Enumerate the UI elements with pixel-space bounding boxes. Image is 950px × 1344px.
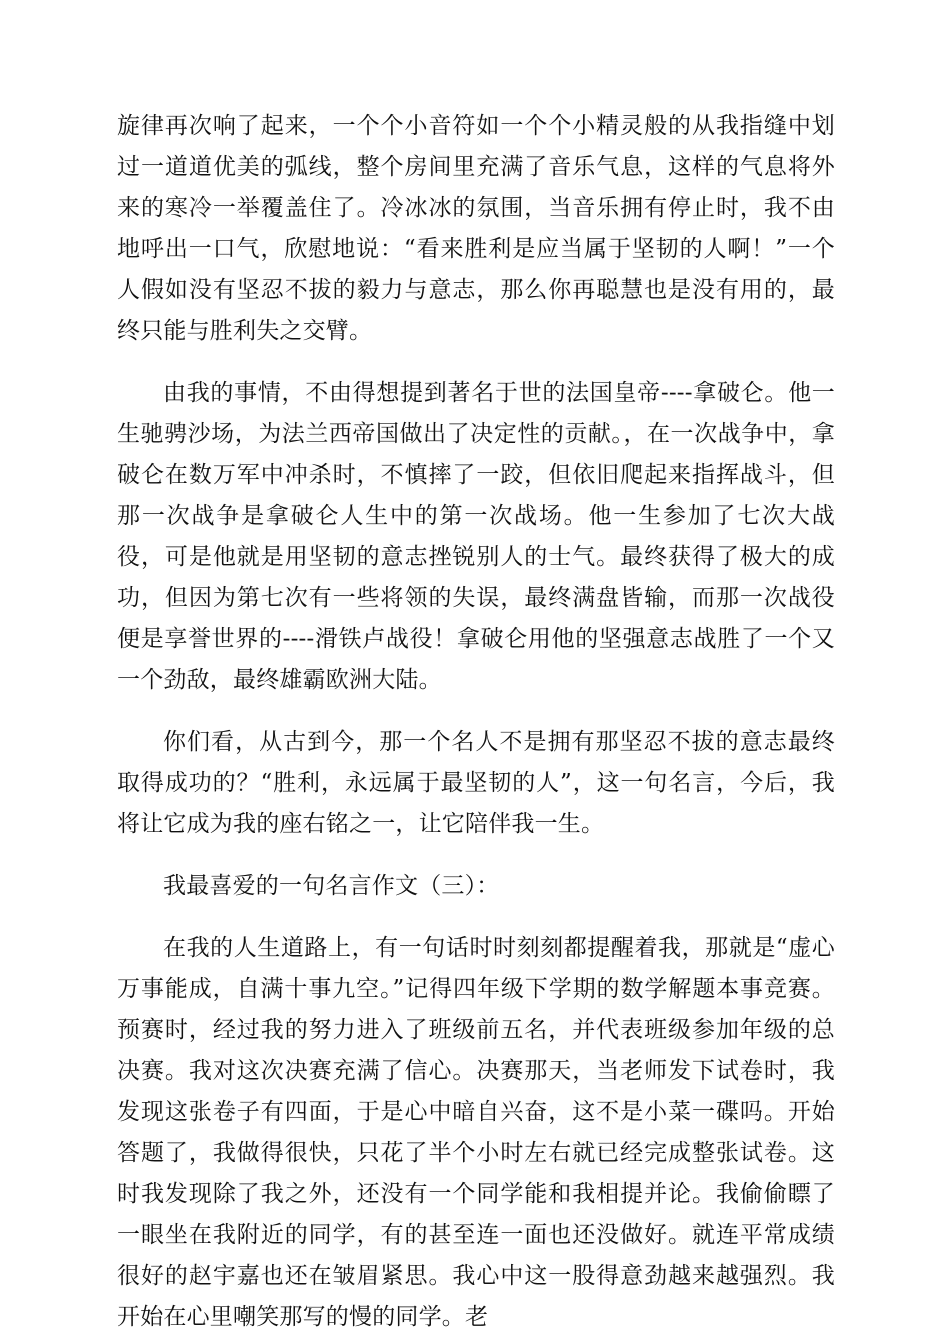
paragraph-3: 你们看，从古到今，那一个名人不是拥有那坚忍不拔的意志最终取得成功的？“胜利，永远属于最坚韧的人”，这一句名言，今后，我将让它成为我的座右铭之一，让它陪伴我一生。 bbox=[117, 729, 835, 837]
paragraph-5: 在我的人生道路上，有一句话时时刻刻都提醒着我，那就是“虚心万事能成，自满十事九空。”记得四年级下学期的数学解题本事竞赛。预赛时，经过我的努力进入了班级前五名，并代表班级参加年级的总决赛。我对这次决赛充满了信心。决赛那天，当老师发下试卷时，我发现这张卷子有四面，于是心中暗自兴奋，这不是小菜一碟吗。开始答题了，我做得很快，只花了半个小时左右就已经完成整张试卷。这时我发现除了我之外，还没有一个同学能和我相提并论。我偷偷瞟了一眼坐在我附近的同学，有的甚至连一面也还没做好。就连平常成绩很好的赵宇嘉也还在皱眉紧思。我心中这一股得意劲越来越强烈。我开始在心里嘲笑那写的慢的同学。老 bbox=[117, 935, 835, 1330]
paragraph-1: 旋律再次响了起来，一个个小音符如一个个小精灵般的从我指缝中划过一道道优美的弧线，整个房间里充满了音乐气息，这样的气息将外来的寒冷一举覆盖住了。冷冰冰的氛围，当音乐拥有停止时，我不由地呼出一口气，欣慰地说：“看来胜利是应当属于坚韧的人啊！”一个人假如没有坚忍不拔的毅力与意志，那么你再聪慧也是没有用的，最终只能与胜利失之交臂。 bbox=[117, 113, 835, 344]
paragraph-2: 由我的事情，不由得想提到著名于世的法国皇帝----拿破仑。他一生驰骋沙场，为法兰西帝国做出了决定性的贡献。，在一次战争中，拿破仑在数万军中冲杀时，不慎摔了一跤，但依旧爬起来指挥战斗，但那一次战争是拿破仑人生中的第一次战场。他一生参加了七次大战役，可是他就是用坚韧的意志挫锐别人的士气。最终获得了极大的成功，但因为第七次有一些将领的失误，最终满盘皆输，而那一次战役便是享誉世界的----滑铁卢战役！拿破仑用他的坚强意志战胜了一个又一个劲敌，最终雄霸欧洲大陆。 bbox=[117, 380, 835, 693]
section-heading: 我最喜爱的一句名言作文（三）： bbox=[163, 873, 500, 899]
document-body bbox=[117, 106, 835, 1338]
